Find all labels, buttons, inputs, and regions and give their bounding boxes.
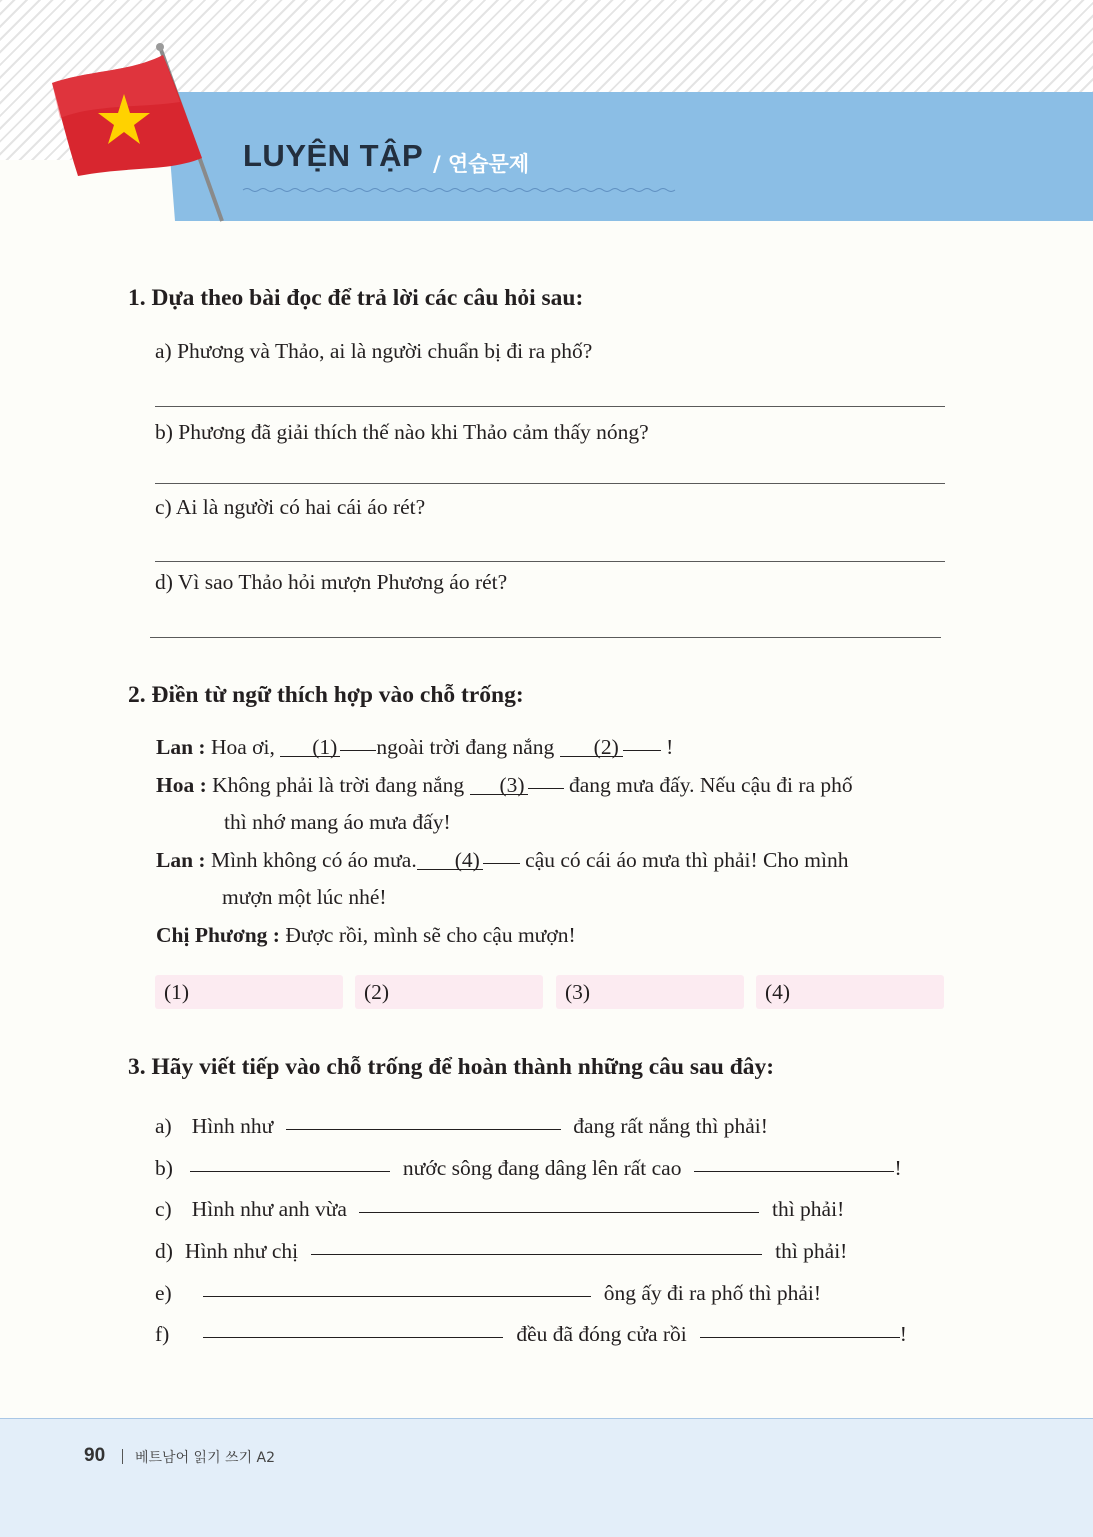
page-title: LUYỆN TẬP [243,138,424,173]
question-d: d) Vì sao Thảo hỏi mượn Phương áo rét? [155,570,508,594]
speaker-lan-2: Lan : [156,848,206,872]
answer-line-b[interactable] [155,483,945,484]
speaker-chi-phuong: Chị Phương : [156,923,280,947]
answer-line-a[interactable] [155,406,945,407]
exercise-f: f) đều đã đóng cửa rồi ! [155,1322,907,1346]
page-footer [0,1418,1093,1537]
section-1-title: 1. Dựa theo bài đọc để trả lời các câu hỏi sau: [128,285,584,311]
footer-separator [122,1449,123,1464]
book-title: 베트남어 읽기 쓰기 A2 [135,1450,276,1466]
answer-line-d[interactable] [150,637,941,638]
exercise-b: b) nước sông đang dâng lên rất cao ! [155,1156,902,1180]
header-title [243,138,530,176]
speaker-hoa: Hoa : [156,773,207,797]
dialogue-line-1: Lan : Hoa ơi, (1) ngoài trời đang nắng (2) ! [156,735,674,759]
question-b: b) Phương đã giải thích thế nào khi Thảo cảm thấy nóng? [155,420,649,444]
dialogue-line-2-cont: thì nhớ mang áo mưa đấy! [224,810,451,834]
exercise-c: c) Hình như anh vừa thì phải! [155,1197,845,1221]
exercise-e: e) ông ấy đi ra phố thì phải! [155,1281,822,1305]
page-number: 90 [84,1445,106,1466]
answer-box-3[interactable]: (3) [556,975,744,1009]
speaker-lan: Lan : [156,735,206,759]
question-a: a) Phương và Thảo, ai là người chuẩn bị đi ra phố? [155,339,593,363]
blank-2: (2) [560,735,623,760]
dialogue-line-3-cont: mượn một lúc nhé! [222,885,387,909]
section-3-title: 3. Hãy viết tiếp vào chỗ trống để hoàn thành những câu sau đây: [128,1054,775,1080]
blank-1: (1) [280,735,340,760]
exercise-d: d) Hình như chị thì phải! [155,1239,848,1263]
dialogue-line-2: Hoa : Không phải là trời đang nắng (3) đang mưa đấy. Nếu cậu đi ra phố [156,773,853,797]
question-c: c) Ai là người có hai cái áo rét? [155,495,426,519]
answer-box-4[interactable]: (4) [756,975,944,1009]
page-subtitle: / 연습문제 [433,152,530,176]
blank-4: (4) [417,848,483,873]
answer-box-2[interactable]: (2) [355,975,543,1009]
answer-box-1[interactable]: (1) [155,975,343,1009]
dialogue-line-3: Lan : Mình không có áo mưa. (4) cậu có cái áo mưa thì phải! Cho mình [156,848,849,872]
exercise-a: a) Hình như đang rất nắng thì phải! [155,1114,768,1138]
section-2-title: 2. Điền từ ngữ thích hợp vào chỗ trống: [128,682,524,708]
answer-line-c[interactable] [155,561,945,562]
dialogue-line-4: Chị Phương : Được rồi, mình sẽ cho cậu mượn! [156,923,576,947]
blank-3: (3) [470,773,528,798]
header-banner [0,0,1093,222]
